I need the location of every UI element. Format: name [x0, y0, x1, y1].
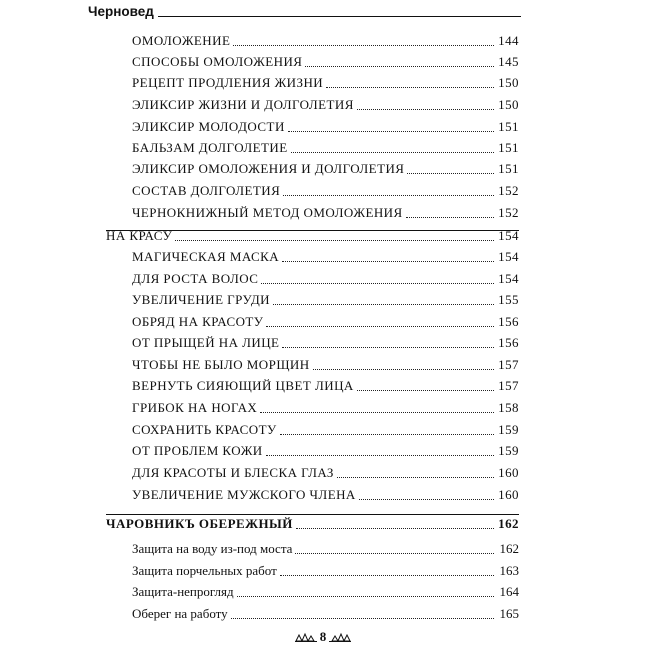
toc-entry-page: 162: [499, 541, 519, 556]
toc-entry-page: 152: [498, 183, 519, 198]
toc-entry-page: 159: [498, 422, 519, 437]
toc-leader-dots: [266, 455, 494, 456]
toc-entry: [106, 514, 519, 534]
section-divider: [106, 230, 519, 231]
toc-entry: [106, 203, 519, 223]
toc-entry-page: 160: [498, 487, 519, 502]
toc-leader-dots: [266, 326, 494, 327]
toc-entry-page: 156: [498, 314, 519, 329]
toc-entry-page: 158: [498, 400, 519, 415]
toc-entry: [106, 181, 519, 201]
section-divider: [106, 514, 519, 515]
toc-entry: [106, 73, 519, 93]
toc-leader-dots: [337, 477, 494, 478]
toc-entry-title: ГРИБОК НА НОГАХ: [132, 400, 258, 415]
toc-entry-page: 151: [498, 119, 519, 134]
toc-entry: [106, 117, 519, 137]
running-header: [88, 3, 521, 23]
toc-entry-title: ЧАРОВНИКЪ ОБЕРЕЖНЫЙ: [106, 516, 293, 531]
toc-entry: [106, 398, 519, 418]
toc-entry-page: 160: [498, 465, 519, 480]
toc-leader-dots: [305, 66, 494, 67]
toc-entry-title: ОБРЯД НА КРАСОТУ: [132, 314, 264, 329]
toc-entry: [106, 539, 519, 559]
toc-entry-title: СОСТАВ ДОЛГОЛЕТИЯ: [132, 183, 281, 198]
toc-leader-dots: [407, 173, 494, 174]
toc-entry-title: ЭЛИКСИР МОЛОДОСТИ: [132, 119, 285, 134]
toc-entry: [106, 463, 519, 483]
toc-entry: [106, 333, 519, 353]
toc-entry-page: 151: [498, 140, 519, 155]
toc-entry: [106, 355, 519, 375]
toc-entry-title: Оберег на работу: [132, 606, 228, 621]
toc-entry-page: 157: [498, 378, 519, 393]
toc-entry-page: 162: [498, 516, 519, 531]
toc-entry-title: УВЕЛИЧЕНИЕ МУЖСКОГО ЧЛЕНА: [132, 487, 356, 502]
toc-leader-dots: [261, 283, 494, 284]
toc-leader-dots: [357, 109, 494, 110]
toc-leader-dots: [291, 152, 494, 153]
toc-entry: [106, 95, 519, 115]
toc-entry-title: ДЛЯ РОСТА ВОЛОС: [132, 271, 259, 286]
toc-entry-title: ВЕРНУТЬ СИЯЮЩИЙ ЦВЕТ ЛИЦА: [132, 378, 354, 393]
ornament-right-icon: [329, 632, 351, 642]
toc-entry-page: 145: [498, 54, 519, 69]
toc-leader-dots: [175, 240, 494, 241]
toc-entry-title: НА КРАСУ: [106, 228, 173, 243]
toc-leader-dots: [357, 390, 494, 391]
toc-entry-page: 159: [498, 443, 519, 458]
page-number: 8: [319, 629, 327, 644]
toc-entry-title: Защита на воду из-под моста: [132, 541, 293, 556]
toc-entry-title: ЭЛИКСИР ЖИЗНИ И ДОЛГОЛЕТИЯ: [132, 97, 354, 112]
toc-entry-title: ОТ ПРОБЛЕМ КОЖИ: [132, 443, 263, 458]
toc-entry-title: ОМОЛОЖЕНИЕ: [132, 33, 231, 48]
toc-entry-page: 154: [498, 249, 519, 264]
toc-entry-page: 157: [498, 357, 519, 372]
toc-entry-title: ЭЛИКСИР ОМОЛОЖЕНИЯ И ДОЛГОЛЕТИЯ: [132, 161, 405, 176]
toc-entry-title: Защита порчельных работ: [132, 563, 277, 578]
toc-entry-title: МАГИЧЕСКАЯ МАСКА: [132, 249, 280, 264]
toc-entry: [106, 31, 519, 51]
toc-entry: [106, 269, 519, 289]
toc-entry: [106, 561, 519, 581]
toc-entry-title: ЧТОБЫ НЕ БЫЛО МОРЩИН: [132, 357, 310, 372]
toc-entry: [106, 485, 519, 505]
toc-entry-title: БАЛЬЗАМ ДОЛГОЛЕТИЕ: [132, 140, 288, 155]
toc-leader-dots: [313, 369, 494, 370]
toc-entry: [106, 604, 519, 624]
toc-entry: [106, 441, 519, 461]
toc-leader-dots: [231, 618, 494, 619]
toc-entry-page: 150: [498, 97, 519, 112]
toc-entry: [106, 312, 519, 332]
toc-entry-page: 154: [498, 271, 519, 286]
toc-leader-dots: [326, 87, 494, 88]
toc-leader-dots: [282, 347, 494, 348]
header-title: Черновед: [88, 3, 158, 21]
toc-leader-dots: [260, 412, 494, 413]
toc-entry-title: СПОСОБЫ ОМОЛОЖЕНИЯ: [132, 54, 303, 69]
toc-entry-page: 150: [498, 75, 519, 90]
toc-leader-dots: [280, 575, 494, 576]
toc-entry-page: 163: [499, 563, 519, 578]
toc-entry-page: 164: [499, 584, 519, 599]
toc-entry: [106, 420, 519, 440]
toc-entry: [106, 290, 519, 310]
toc-entry-page: 156: [498, 335, 519, 350]
toc-entry-page: 144: [498, 33, 519, 48]
toc-entry: [106, 159, 519, 179]
toc-entry-page: 151: [498, 161, 519, 176]
toc-leader-dots: [288, 131, 494, 132]
toc-entry: [106, 138, 519, 158]
toc-entry-title: ЧЕРНОКНИЖНЫЙ МЕТОД ОМОЛОЖЕНИЯ: [132, 205, 403, 220]
toc-entry-title: ДЛЯ КРАСОТЫ И БЛЕСКА ГЛАЗ: [132, 465, 334, 480]
toc-entry-page: 154: [498, 228, 519, 243]
page-footer: [288, 629, 358, 645]
toc-entry-page: 165: [499, 606, 519, 621]
toc-entry: [106, 226, 519, 246]
toc-leader-dots: [295, 553, 494, 554]
toc-leader-dots: [359, 499, 494, 500]
toc-entry-title: УВЕЛИЧЕНИЕ ГРУДИ: [132, 292, 270, 307]
toc-entry: [106, 247, 519, 267]
toc-leader-dots: [282, 261, 494, 262]
toc-leader-dots: [237, 596, 494, 597]
ornament-left-icon: [295, 632, 317, 642]
toc-leader-dots: [283, 195, 494, 196]
toc-entry-page: 155: [498, 292, 519, 307]
toc-entry: [106, 582, 519, 602]
toc-leader-dots: [233, 45, 494, 46]
toc-leader-dots: [280, 434, 494, 435]
toc-entry-title: РЕЦЕПТ ПРОДЛЕНИЯ ЖИЗНИ: [132, 75, 324, 90]
toc-entry-title: ОТ ПРЫЩЕЙ НА ЛИЦЕ: [132, 335, 280, 350]
toc-leader-dots: [273, 304, 494, 305]
toc-entry-page: 152: [498, 205, 519, 220]
toc-entry: [106, 52, 519, 72]
toc-entry-title: СОХРАНИТЬ КРАСОТУ: [132, 422, 277, 437]
toc-leader-dots: [296, 528, 494, 529]
toc-entry-title: Защита-непрогляд: [132, 584, 234, 599]
toc-leader-dots: [406, 217, 494, 218]
toc-entry: [106, 376, 519, 396]
